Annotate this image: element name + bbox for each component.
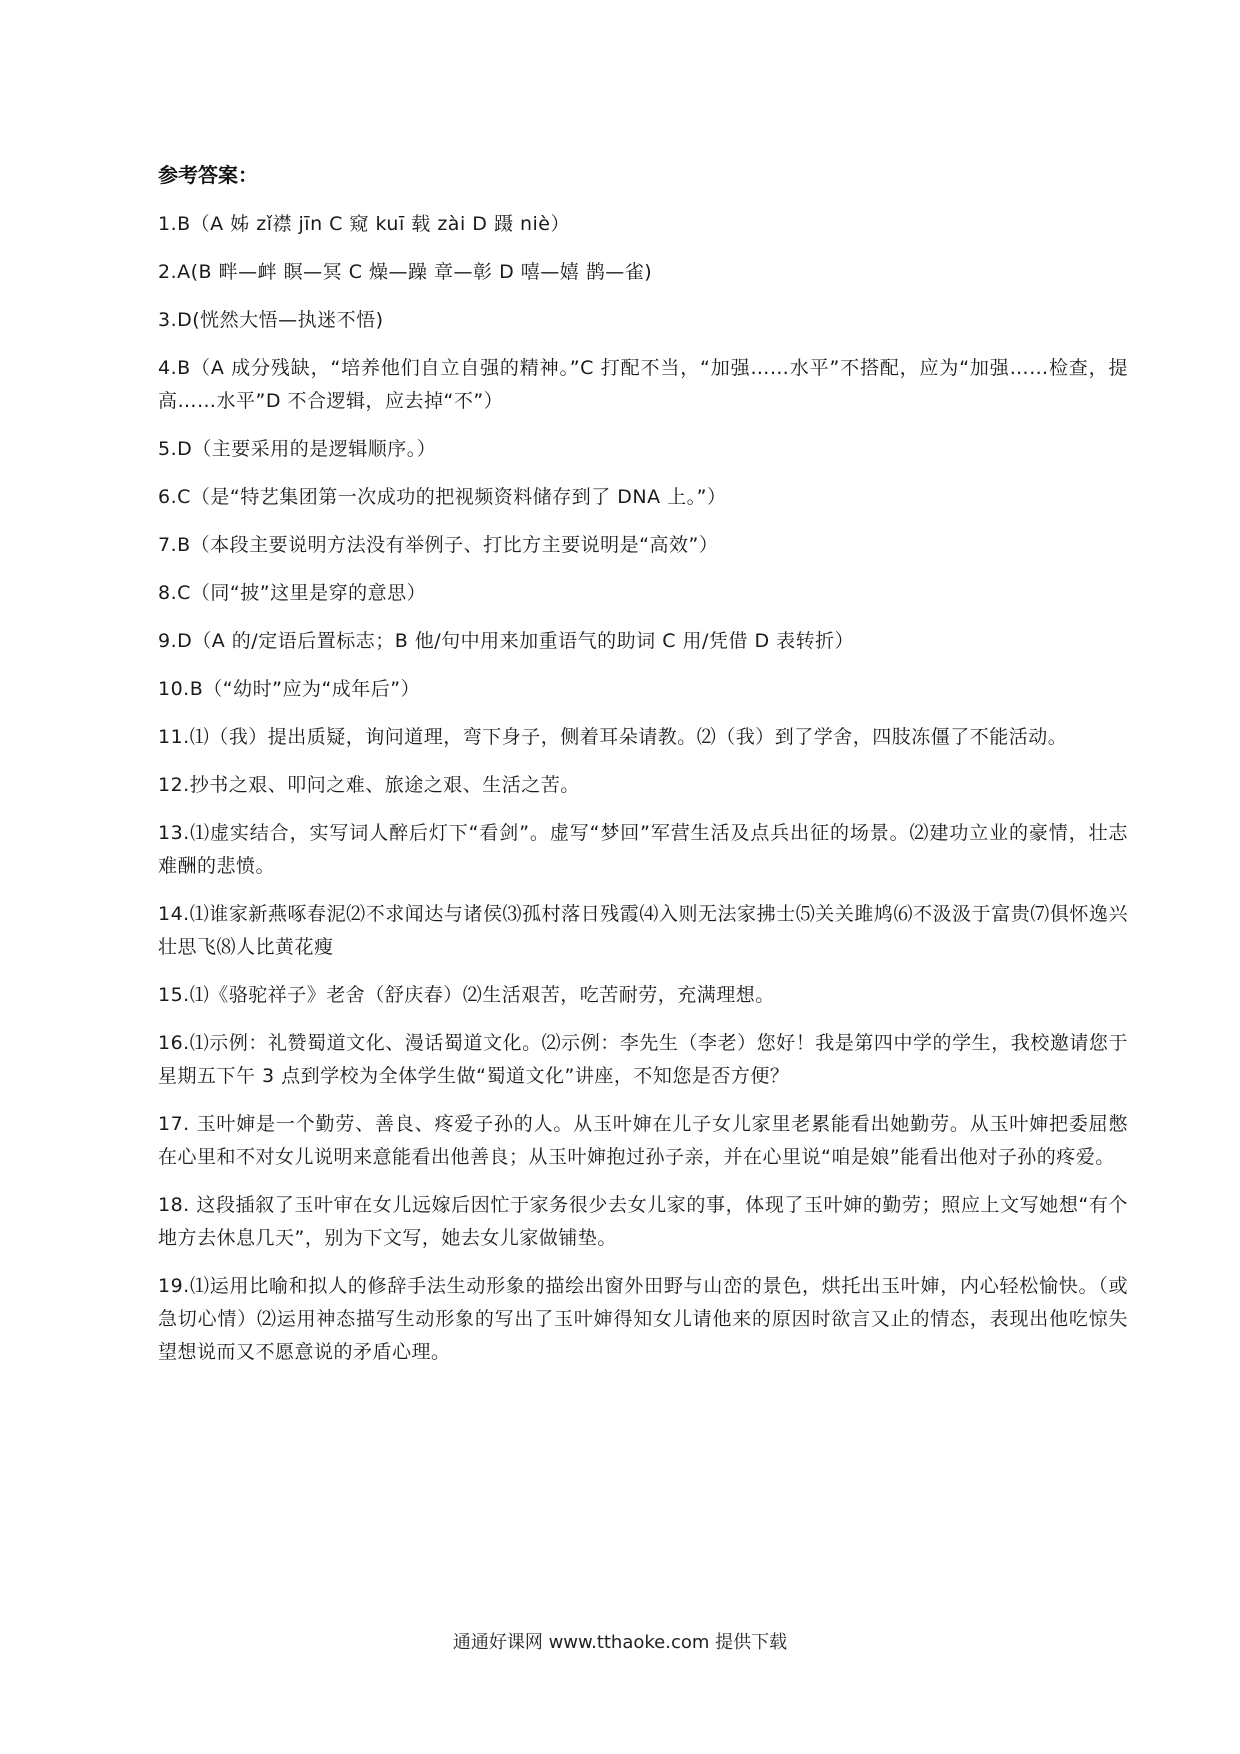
answer-item-17: 17. 玉叶婶是一个勤劳、善良、疼爱子孙的人。从玉叶婶在儿子女儿家里老累能看出她勤劳。从玉叶婶把委屈憋在心里和不对女儿说明来意能看出他善良；从玉叶婶抱过孙子亲，并在心里说“咱是娘”能看出他对子孙的疼爱。 [158,1113,1128,1168]
answer-item-13: 13.⑴虚实结合，实写词人醉后灯下“看剑”。虚写“梦回”军营生活及点兵出征的场景。⑵建功立业的豪情，壮志难酬的悲愤。 [158,822,1128,877]
answer-item-5: 5.D（主要采用的是逻辑顺序。） [158,438,437,460]
page-title: 参考答案： [158,163,258,187]
answer-item-9: 9.D（A 的/定语后置标志；B 他/句中用来加重语气的助词 C 用/凭借 D 表转折） [158,630,855,652]
answer-item-4: 4.B（A 成分残缺，“培养他们自立自强的精神。”C 打配不当，“加强……水平”不搭配，应为“加强……检查，提高……水平”D 不合逻辑，应去掉“不”） [158,357,1128,412]
answer-item-18: 18. 这段插叙了玉叶审在女儿远嫁后因忙于家务很少去女儿家的事，体现了玉叶婶的勤劳；照应上文写她想“有个地方去休息几天”，别为下文写，她去女儿家做铺垫。 [158,1194,1128,1249]
answer-item-15: 15.⑴《骆驼祥子》老舍（舒庆春）⑵生活艰苦，吃苦耐劳，充满理想。 [158,984,775,1006]
answer-item-2: 2.A(B 畔—衅 瞑—冥 C 燥—躁 章—彰 D 嘻—嬉 鹊—雀) [158,261,653,283]
answer-item-6: 6.C（是“特艺集团第一次成功的把视频资料储存到了 DNA 上。”） [158,486,727,508]
answer-item-12: 12.抄书之艰、叩问之难、旅途之艰、生活之苦。 [158,774,580,796]
answer-item-7: 7.B（本段主要说明方法没有举例子、打比方主要说明是“高效”） [158,534,719,556]
answer-item-19: 19.⑴运用比喻和拟人的修辞手法生动形象的描绘出窗外田野与山峦的景色，烘托出玉叶婶，内心轻松愉快。（或急切心情）⑵运用神态描写生动形象的写出了玉叶婶得知女儿请他来的原因时欲言又止的情态，表现出他吃惊失望想说而又不愿意说的矛盾心理。 [158,1275,1128,1363]
answer-item-8: 8.C（同“披”这里是穿的意思） [158,582,427,604]
answer-item-14: 14.⑴谁家新燕啄春泥⑵不求闻达与诸侯⑶孤村落日残霞⑷入则无法家拂士⑸关关雎鸠⑹不汲汲于富贵⑺俱怀逸兴壮思飞⑻人比黄花瘦 [158,903,1128,958]
answer-key-content [158,160,1128,1384]
answer-item-11: 11.⑴（我）提出质疑，询问道理，弯下身子，侧着耳朵请教。⑵（我）到了学舍，四肢冻僵了不能活动。 [158,726,1068,748]
answer-item-16: 16.⑴示例：礼赞蜀道文化、漫话蜀道文化。⑵示例：李先生（李老）您好！我是第四中学的学生，我校邀请您于星期五下午 3 点到学校为全体学生做“蜀道文化”讲座，不知您是否方便？ [158,1032,1128,1087]
download-footer: 通通好课网 www.tthaoke.com 提供下载 [452,1632,788,1653]
answer-item-1: 1.B（A 姊 zǐ襟 jīn C 窥 kuī 载 zài D 蹑 niè） [158,213,570,235]
answer-item-10: 10.B（“幼时”应为“成年后”） [158,678,421,700]
answer-item-3: 3.D(恍然大悟—执迷不悟) [158,309,384,331]
